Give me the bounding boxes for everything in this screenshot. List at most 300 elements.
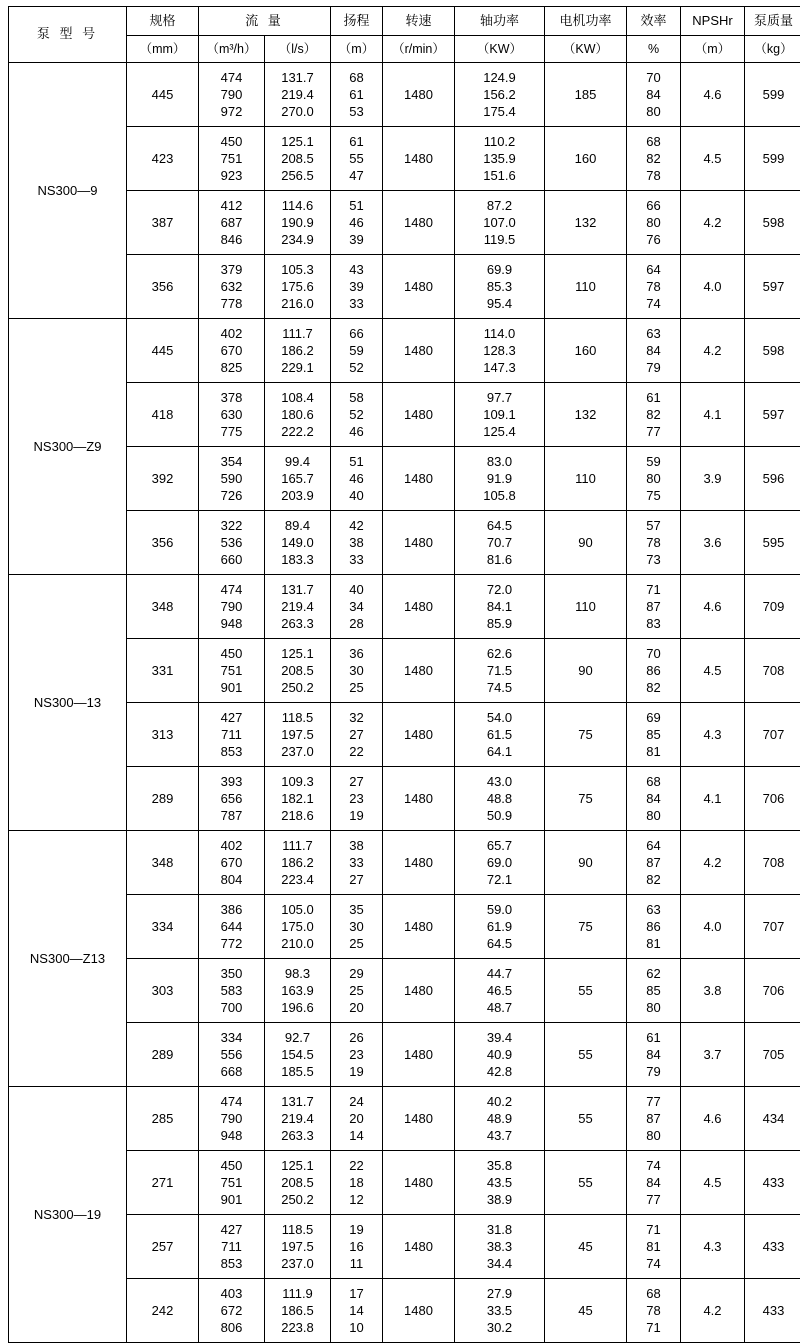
cell-flow-m3h-line: 772 <box>199 935 264 952</box>
cell-shaft-power-line: 83.0 <box>455 453 544 470</box>
cell-flow-ls-line: 125.1 <box>265 1157 330 1174</box>
cell-shaft-power-line: 119.5 <box>455 231 544 248</box>
table-row <box>9 831 800 895</box>
cell-flow-m3h-line: 751 <box>199 1174 264 1191</box>
cell-shaft-power-line: 42.8 <box>455 1063 544 1080</box>
cell-shaft-power-line: 65.7 <box>455 837 544 854</box>
cell-flow-m3h-line: 427 <box>199 709 264 726</box>
cell-efficiency-line: 87 <box>627 854 680 871</box>
cell-flow-m3h <box>199 255 265 319</box>
cell-flow-ls-line: 186.2 <box>265 342 330 359</box>
cell-efficiency-line: 84 <box>627 342 680 359</box>
cell-shaft-power <box>455 575 545 639</box>
cell-flow-m3h-line: 379 <box>199 261 264 278</box>
cell-shaft-power-line: 43.5 <box>455 1174 544 1191</box>
cell-efficiency-line: 84 <box>627 790 680 807</box>
cell-shaft-power-line: 40.2 <box>455 1093 544 1110</box>
cell-npshr: 4.6 <box>681 575 745 639</box>
cell-head-line: 20 <box>331 999 382 1016</box>
cell-weight: 433 <box>745 1215 800 1279</box>
cell-head-line: 46 <box>331 214 382 231</box>
cell-speed: 1480 <box>383 575 455 639</box>
cell-motor-power: 110 <box>545 575 627 639</box>
cell-shaft-power-line: 109.1 <box>455 406 544 423</box>
cell-efficiency-line: 81 <box>627 935 680 952</box>
cell-shaft-power-line: 61.9 <box>455 918 544 935</box>
cell-flow-m3h-line: 806 <box>199 1319 264 1336</box>
cell-shaft-power-line: 97.7 <box>455 389 544 406</box>
cell-weight: 434 <box>745 1087 800 1151</box>
cell-flow-m3h-line: 972 <box>199 103 264 120</box>
cell-shaft-power-line: 34.4 <box>455 1255 544 1272</box>
cell-shaft-power <box>455 319 545 383</box>
cell-size: 423 <box>127 127 199 191</box>
cell-shaft-power-line: 30.2 <box>455 1319 544 1336</box>
cell-head-line: 47 <box>331 167 382 184</box>
cell-efficiency <box>627 575 681 639</box>
cell-efficiency-line: 64 <box>627 261 680 278</box>
cell-efficiency <box>627 191 681 255</box>
cell-size: 445 <box>127 63 199 127</box>
cell-flow-ls-line: 131.7 <box>265 1093 330 1110</box>
cell-shaft-power-line: 38.3 <box>455 1238 544 1255</box>
cell-flow-ls-line: 219.4 <box>265 86 330 103</box>
cell-efficiency-line: 78 <box>627 1302 680 1319</box>
cell-size: 303 <box>127 959 199 1023</box>
cell-head-line: 34 <box>331 598 382 615</box>
table-row <box>9 959 800 1023</box>
cell-flow-m3h-line: 787 <box>199 807 264 824</box>
cell-flow-ls-line: 131.7 <box>265 69 330 86</box>
cell-flow-ls <box>265 1215 331 1279</box>
cell-head-line: 16 <box>331 1238 382 1255</box>
cell-flow-m3h-line: 901 <box>199 679 264 696</box>
cell-npshr: 4.5 <box>681 639 745 703</box>
cell-flow-ls-line: 229.1 <box>265 359 330 376</box>
cell-shaft-power <box>455 639 545 703</box>
cell-flow-m3h <box>199 703 265 767</box>
cell-flow-ls <box>265 511 331 575</box>
cell-shaft-power-line: 33.5 <box>455 1302 544 1319</box>
cell-head-line: 17 <box>331 1285 382 1302</box>
cell-flow-ls-line: 125.1 <box>265 133 330 150</box>
cell-weight: 708 <box>745 831 800 895</box>
cell-head-line: 30 <box>331 662 382 679</box>
cell-head-line: 27 <box>331 871 382 888</box>
table-row <box>9 767 800 831</box>
cell-efficiency <box>627 639 681 703</box>
table-row <box>9 1215 800 1279</box>
cell-motor-power: 55 <box>545 1151 627 1215</box>
cell-flow-m3h <box>199 1087 265 1151</box>
cell-flow-ls-line: 190.9 <box>265 214 330 231</box>
cell-shaft-power-line: 95.4 <box>455 295 544 312</box>
cell-speed: 1480 <box>383 767 455 831</box>
table-row <box>9 1279 800 1343</box>
cell-motor-power: 55 <box>545 1023 627 1087</box>
cell-flow-ls-line: 108.4 <box>265 389 330 406</box>
cell-weight: 706 <box>745 767 800 831</box>
cell-shaft-power-line: 135.9 <box>455 150 544 167</box>
cell-efficiency <box>627 767 681 831</box>
cell-shaft-power-line: 27.9 <box>455 1285 544 1302</box>
cell-shaft-power <box>455 191 545 255</box>
table-row <box>9 1023 800 1087</box>
cell-flow-ls-line: 183.3 <box>265 551 330 568</box>
cell-flow-m3h <box>199 1279 265 1343</box>
cell-head-line: 23 <box>331 790 382 807</box>
table-row <box>9 127 800 191</box>
cell-speed: 1480 <box>383 319 455 383</box>
cell-shaft-power-line: 70.7 <box>455 534 544 551</box>
cell-flow-ls-line: 270.0 <box>265 103 330 120</box>
cell-efficiency <box>627 1151 681 1215</box>
cell-head-line: 12 <box>331 1191 382 1208</box>
cell-flow-ls-line: 263.3 <box>265 615 330 632</box>
header-motor-power-unit: （KW） <box>545 36 627 63</box>
cell-shaft-power-line: 71.5 <box>455 662 544 679</box>
cell-efficiency <box>627 447 681 511</box>
cell-npshr: 4.2 <box>681 1279 745 1343</box>
cell-flow-m3h-line: 450 <box>199 1157 264 1174</box>
cell-npshr: 4.2 <box>681 319 745 383</box>
cell-flow-m3h-line: 536 <box>199 534 264 551</box>
cell-flow-ls-line: 186.5 <box>265 1302 330 1319</box>
cell-size: 334 <box>127 895 199 959</box>
cell-flow-ls-line: 92.7 <box>265 1029 330 1046</box>
cell-shaft-power <box>455 255 545 319</box>
cell-flow-ls-line: 237.0 <box>265 743 330 760</box>
header-speed-unit: （r/min） <box>383 36 455 63</box>
cell-efficiency <box>627 511 681 575</box>
cell-flow-m3h-line: 901 <box>199 1191 264 1208</box>
header-flow-unit-m3h: （m³/h） <box>199 36 265 63</box>
cell-efficiency <box>627 1215 681 1279</box>
cell-head-line: 25 <box>331 679 382 696</box>
cell-shaft-power-line: 64.5 <box>455 935 544 952</box>
table-row <box>9 383 800 447</box>
cell-flow-m3h-line: 403 <box>199 1285 264 1302</box>
cell-size: 387 <box>127 191 199 255</box>
cell-flow-ls-line: 105.3 <box>265 261 330 278</box>
cell-shaft-power-line: 61.5 <box>455 726 544 743</box>
cell-size: 313 <box>127 703 199 767</box>
cell-speed: 1480 <box>383 895 455 959</box>
cell-npshr: 4.2 <box>681 831 745 895</box>
cell-flow-m3h-line: 322 <box>199 517 264 534</box>
cell-flow-m3h-line: 948 <box>199 1127 264 1144</box>
cell-speed: 1480 <box>383 1279 455 1343</box>
cell-flow-m3h <box>199 63 265 127</box>
cell-head <box>331 959 383 1023</box>
cell-efficiency-line: 82 <box>627 406 680 423</box>
cell-efficiency <box>627 1023 681 1087</box>
cell-head-line: 36 <box>331 645 382 662</box>
cell-weight: 598 <box>745 319 800 383</box>
cell-efficiency-line: 57 <box>627 517 680 534</box>
cell-speed: 1480 <box>383 255 455 319</box>
cell-shaft-power <box>455 959 545 1023</box>
cell-efficiency-line: 78 <box>627 167 680 184</box>
cell-head-line: 27 <box>331 726 382 743</box>
cell-flow-m3h-line: 402 <box>199 325 264 342</box>
cell-efficiency-line: 79 <box>627 1063 680 1080</box>
cell-head-line: 51 <box>331 453 382 470</box>
header-shaft-power: 轴功率 <box>455 7 545 36</box>
cell-size: 285 <box>127 1087 199 1151</box>
cell-flow-ls-line: 131.7 <box>265 581 330 598</box>
cell-flow-ls <box>265 63 331 127</box>
cell-head-line: 52 <box>331 406 382 423</box>
cell-head-line: 30 <box>331 918 382 935</box>
cell-flow-ls-line: 165.7 <box>265 470 330 487</box>
cell-efficiency-line: 86 <box>627 662 680 679</box>
cell-flow-ls-line: 237.0 <box>265 1255 330 1272</box>
cell-head-line: 25 <box>331 982 382 999</box>
cell-shaft-power-line: 40.9 <box>455 1046 544 1063</box>
cell-efficiency-line: 81 <box>627 743 680 760</box>
cell-flow-ls <box>265 895 331 959</box>
cell-npshr: 4.2 <box>681 191 745 255</box>
cell-head-line: 18 <box>331 1174 382 1191</box>
cell-motor-power: 55 <box>545 1087 627 1151</box>
cell-head-line: 46 <box>331 470 382 487</box>
cell-shaft-power-line: 48.7 <box>455 999 544 1016</box>
cell-weight: 598 <box>745 191 800 255</box>
cell-flow-ls-line: 223.8 <box>265 1319 330 1336</box>
cell-flow-m3h-line: 790 <box>199 86 264 103</box>
cell-flow-m3h-line: 853 <box>199 743 264 760</box>
cell-efficiency-line: 66 <box>627 197 680 214</box>
header-flow-unit-ls: （l/s） <box>265 36 331 63</box>
cell-flow-m3h <box>199 511 265 575</box>
cell-head <box>331 703 383 767</box>
cell-head-line: 33 <box>331 854 382 871</box>
cell-head <box>331 383 383 447</box>
cell-size: 289 <box>127 1023 199 1087</box>
cell-head-line: 38 <box>331 837 382 854</box>
cell-efficiency <box>627 319 681 383</box>
cell-flow-ls <box>265 1023 331 1087</box>
cell-weight: 433 <box>745 1279 800 1343</box>
cell-shaft-power-line: 124.9 <box>455 69 544 86</box>
cell-weight: 599 <box>745 63 800 127</box>
cell-flow-ls-line: 210.0 <box>265 935 330 952</box>
cell-flow-m3h-line: 778 <box>199 295 264 312</box>
cell-head-line: 40 <box>331 487 382 504</box>
cell-efficiency <box>627 383 681 447</box>
cell-flow-ls-line: 163.9 <box>265 982 330 999</box>
cell-head <box>331 575 383 639</box>
header-row-top <box>9 7 800 36</box>
cell-flow-ls-line: 256.5 <box>265 167 330 184</box>
cell-shaft-power-line: 35.8 <box>455 1157 544 1174</box>
cell-flow-m3h-line: 751 <box>199 150 264 167</box>
cell-weight: 433 <box>745 1151 800 1215</box>
header-motor-power: 电机功率 <box>545 7 627 36</box>
cell-npshr: 4.0 <box>681 255 745 319</box>
cell-head-line: 29 <box>331 965 382 982</box>
cell-head-line: 25 <box>331 935 382 952</box>
cell-size: 348 <box>127 831 199 895</box>
cell-size: 257 <box>127 1215 199 1279</box>
cell-flow-ls <box>265 191 331 255</box>
cell-shaft-power-line: 105.8 <box>455 487 544 504</box>
cell-head-line: 53 <box>331 103 382 120</box>
cell-size: 356 <box>127 511 199 575</box>
cell-efficiency-line: 75 <box>627 487 680 504</box>
cell-head <box>331 127 383 191</box>
cell-head <box>331 319 383 383</box>
cell-flow-ls-line: 223.4 <box>265 871 330 888</box>
cell-flow-ls-line: 149.0 <box>265 534 330 551</box>
cell-efficiency-line: 76 <box>627 231 680 248</box>
cell-speed: 1480 <box>383 703 455 767</box>
cell-head-line: 33 <box>331 295 382 312</box>
cell-shaft-power-line: 43.0 <box>455 773 544 790</box>
cell-flow-ls-line: 175.6 <box>265 278 330 295</box>
cell-flow-m3h <box>199 959 265 1023</box>
cell-size: 418 <box>127 383 199 447</box>
cell-weight: 709 <box>745 575 800 639</box>
header-head-unit: （m） <box>331 36 383 63</box>
cell-efficiency-line: 71 <box>627 581 680 598</box>
table-row <box>9 1151 800 1215</box>
cell-size: 356 <box>127 255 199 319</box>
cell-shaft-power-line: 31.8 <box>455 1221 544 1238</box>
cell-flow-ls-line: 208.5 <box>265 150 330 167</box>
cell-efficiency-line: 86 <box>627 918 680 935</box>
cell-efficiency <box>627 63 681 127</box>
cell-motor-power: 75 <box>545 767 627 831</box>
cell-efficiency-line: 80 <box>627 103 680 120</box>
header-weight: 泵质量 <box>745 7 800 36</box>
cell-efficiency-line: 71 <box>627 1319 680 1336</box>
cell-flow-m3h-line: 386 <box>199 901 264 918</box>
cell-flow-m3h-line: 354 <box>199 453 264 470</box>
cell-efficiency-line: 87 <box>627 598 680 615</box>
cell-flow-m3h-line: 427 <box>199 1221 264 1238</box>
cell-weight: 705 <box>745 1023 800 1087</box>
cell-efficiency-line: 68 <box>627 773 680 790</box>
cell-npshr: 4.0 <box>681 895 745 959</box>
cell-shaft-power-line: 87.2 <box>455 197 544 214</box>
cell-size: 331 <box>127 639 199 703</box>
cell-flow-ls-line: 105.0 <box>265 901 330 918</box>
cell-shaft-power-line: 64.5 <box>455 517 544 534</box>
cell-flow-m3h-line: 393 <box>199 773 264 790</box>
cell-shaft-power-line: 48.8 <box>455 790 544 807</box>
cell-flow-ls-line: 111.7 <box>265 837 330 854</box>
cell-head-line: 22 <box>331 743 382 760</box>
header-efficiency-unit: % <box>627 36 681 63</box>
cell-flow-ls-line: 263.3 <box>265 1127 330 1144</box>
cell-motor-power: 110 <box>545 255 627 319</box>
cell-flow-ls-line: 114.6 <box>265 197 330 214</box>
cell-flow-ls-line: 222.2 <box>265 423 330 440</box>
cell-size: 445 <box>127 319 199 383</box>
cell-head-line: 23 <box>331 1046 382 1063</box>
cell-shaft-power <box>455 511 545 575</box>
table-row <box>9 447 800 511</box>
cell-flow-m3h-line: 668 <box>199 1063 264 1080</box>
cell-flow-ls <box>265 447 331 511</box>
cell-shaft-power-line: 85.9 <box>455 615 544 632</box>
cell-npshr: 4.3 <box>681 703 745 767</box>
table-row <box>9 511 800 575</box>
cell-flow-m3h <box>199 127 265 191</box>
cell-weight: 599 <box>745 127 800 191</box>
cell-shaft-power-line: 91.9 <box>455 470 544 487</box>
table-row <box>9 63 800 127</box>
cell-motor-power: 90 <box>545 511 627 575</box>
cell-speed: 1480 <box>383 127 455 191</box>
header-speed: 转速 <box>383 7 455 36</box>
cell-motor-power: 90 <box>545 831 627 895</box>
cell-efficiency <box>627 959 681 1023</box>
cell-efficiency-line: 63 <box>627 901 680 918</box>
cell-flow-ls-line: 98.3 <box>265 965 330 982</box>
cell-head <box>331 255 383 319</box>
cell-flow-ls-line: 234.9 <box>265 231 330 248</box>
cell-head-line: 27 <box>331 773 382 790</box>
cell-head-line: 19 <box>331 807 382 824</box>
cell-shaft-power-line: 39.4 <box>455 1029 544 1046</box>
cell-shaft-power-line: 43.7 <box>455 1127 544 1144</box>
cell-flow-ls <box>265 703 331 767</box>
cell-efficiency-line: 81 <box>627 1238 680 1255</box>
cell-flow-ls-line: 203.9 <box>265 487 330 504</box>
cell-flow-ls-line: 154.5 <box>265 1046 330 1063</box>
cell-shaft-power-line: 54.0 <box>455 709 544 726</box>
cell-motor-power: 90 <box>545 639 627 703</box>
header-efficiency: 效率 <box>627 7 681 36</box>
cell-flow-ls-line: 182.1 <box>265 790 330 807</box>
cell-shaft-power <box>455 895 545 959</box>
cell-flow-m3h-line: 450 <box>199 645 264 662</box>
cell-efficiency-line: 74 <box>627 1157 680 1174</box>
cell-flow-m3h <box>199 639 265 703</box>
table-header <box>9 7 800 63</box>
cell-speed: 1480 <box>383 191 455 255</box>
cell-flow-m3h-line: 583 <box>199 982 264 999</box>
cell-model: NS300—9 <box>9 63 127 319</box>
cell-speed: 1480 <box>383 447 455 511</box>
cell-npshr: 3.6 <box>681 511 745 575</box>
table-body <box>9 63 800 1343</box>
cell-flow-ls <box>265 383 331 447</box>
cell-flow-m3h-line: 630 <box>199 406 264 423</box>
cell-head <box>331 895 383 959</box>
cell-flow-m3h <box>199 319 265 383</box>
cell-head-line: 10 <box>331 1319 382 1336</box>
header-head: 扬程 <box>331 7 383 36</box>
cell-speed: 1480 <box>383 383 455 447</box>
cell-flow-m3h <box>199 1023 265 1087</box>
cell-flow-ls-line: 99.4 <box>265 453 330 470</box>
cell-npshr: 4.3 <box>681 1215 745 1279</box>
cell-flow-ls <box>265 1087 331 1151</box>
cell-head-line: 42 <box>331 517 382 534</box>
cell-flow-ls <box>265 767 331 831</box>
cell-flow-ls <box>265 1279 331 1343</box>
cell-efficiency-line: 77 <box>627 1191 680 1208</box>
cell-efficiency-line: 84 <box>627 86 680 103</box>
cell-flow-m3h <box>199 191 265 255</box>
cell-npshr: 3.9 <box>681 447 745 511</box>
cell-weight: 597 <box>745 255 800 319</box>
cell-head-line: 19 <box>331 1063 382 1080</box>
